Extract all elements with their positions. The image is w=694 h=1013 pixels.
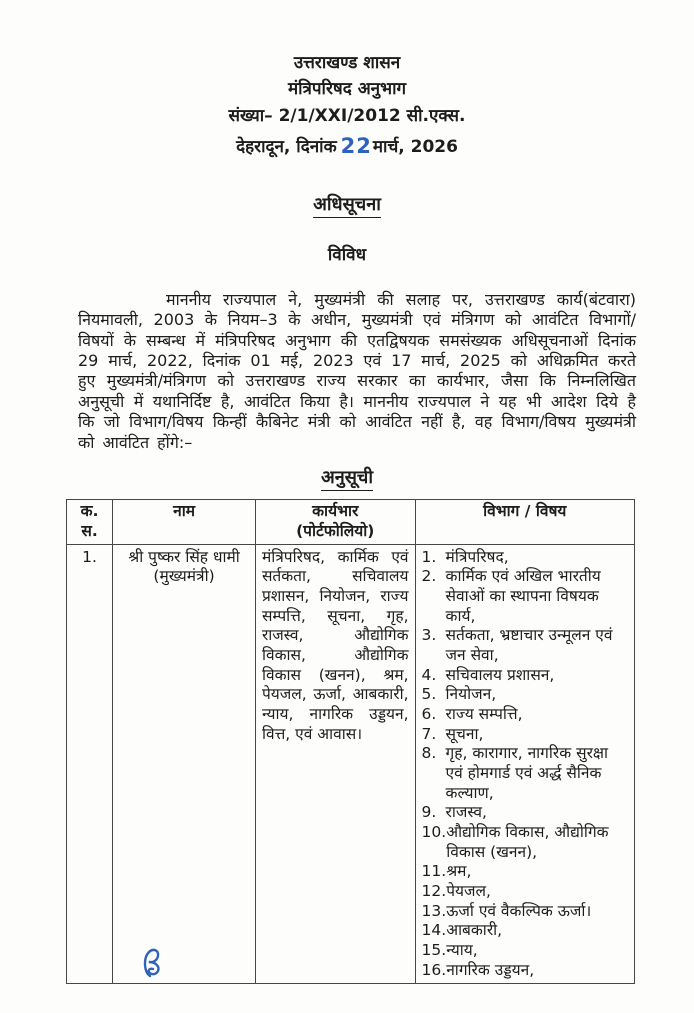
department-item: [422, 941, 628, 961]
department-item: [422, 961, 628, 981]
department-number: 10.: [421, 823, 447, 842]
department-number: 4.: [421, 665, 437, 684]
letterhead: [0, 0, 694, 162]
handwritten-initial-icon: [136, 942, 170, 992]
schedule-title-wrap: [0, 465, 694, 491]
department-number: 1.: [421, 547, 437, 566]
department-text: नागरिक उड्डयन,: [446, 960, 535, 979]
department-number: 2.: [421, 567, 437, 586]
department-item: [422, 548, 628, 568]
date-place-prefix: देहरादून, दिनांक: [236, 137, 337, 158]
department-item: [422, 803, 628, 823]
department-item: [422, 626, 628, 665]
department-text: औद्योगिक विकास, औद्योगिक विकास (खनन),: [446, 823, 609, 861]
reference-number: संख्या– 2/1/XXI/2012 सी.एक्स.: [228, 105, 466, 126]
cell-name: [113, 544, 256, 984]
department-text: ऊर्जा एवं वैकल्पिक ऊर्जा।: [446, 901, 592, 920]
header-serial-line2: स.: [81, 522, 98, 540]
schedule-table: [66, 499, 635, 984]
section-name: मंत्रिपरिषद अनुभाग: [287, 79, 407, 100]
department-item: [422, 823, 628, 862]
department-text: सूचना,: [445, 724, 484, 743]
department-text: आबकारी,: [446, 921, 503, 940]
department-item: [422, 882, 628, 902]
body-paragraph: [78, 290, 636, 454]
cell-departments: [415, 544, 634, 984]
department-item: [422, 902, 628, 922]
department-item: [422, 921, 628, 941]
date-suffix: मार्च, 2026: [372, 137, 458, 158]
header-serial-line1: क.: [80, 502, 99, 521]
department-text: कार्मिक एवं अखिल भारतीय सेवाओं का स्थापना विषयक कार्य,: [445, 567, 601, 625]
department-number: 14.: [421, 921, 447, 940]
department-number: 15.: [421, 941, 447, 960]
header-portfolio-line1: कार्यभार: [312, 502, 359, 521]
department-text: श्रम,: [446, 862, 472, 881]
department-text: सर्तकता, भ्रष्टाचार उन्मूलन एवं जन सेवा,: [445, 626, 613, 665]
department-text: सचिवालय प्रशासन,: [445, 665, 555, 684]
header-portfolio: [255, 500, 415, 544]
handwritten-day: 22: [340, 134, 372, 159]
header-serial: [67, 500, 113, 544]
department-number: 7.: [421, 724, 437, 743]
notification-subtitle: विविध: [327, 244, 367, 265]
cell-serial: 1.: [67, 544, 113, 984]
department-number: 11.: [421, 862, 447, 881]
notification-title: अधिसूचना: [313, 192, 381, 218]
header-name: नाम: [113, 500, 256, 544]
department-number: 16.: [421, 960, 447, 979]
government-name: उत्तराखण्ड शासन: [293, 53, 401, 73]
department-item: [422, 705, 628, 725]
department-number: 3.: [421, 626, 437, 645]
notification-title-wrap: [0, 192, 694, 218]
department-text: गृह, कारागार, नागरिक सुरक्षा एवं होमगार्ड एवं अर्द्ध सैनिक कल्याण,: [445, 744, 609, 802]
department-number: 6.: [421, 705, 437, 724]
department-number: 8.: [421, 744, 437, 763]
cell-portfolio: मंत्रिपरिषद, कार्मिक एवं सर्तकता, सचिवालय प्रशासन, नियोजन, राज्य सम्पत्ति, सूचना, गृह, राजस्व, औद्योगिक विकास, औद्योगिक विकास (खनन), श्रम, पेयजल, ऊर्जा, आबकारी, न्याय, नागरिक उड्डयन, वित्त, एवं आवास।: [255, 544, 415, 984]
table-header-row: [67, 500, 635, 544]
minister-designation: (मुख्यमंत्री): [153, 567, 215, 586]
minister-name: श्री पुष्कर सिंह धामी: [128, 547, 240, 566]
header-portfolio-line2: (पोर्टफोलियो): [296, 522, 375, 540]
department-text: राज्य सम्पत्ति,: [445, 705, 523, 724]
department-number: 13.: [421, 901, 447, 920]
department-number: 9.: [421, 803, 437, 822]
schedule-title: अनुसूची: [321, 465, 373, 491]
department-text: मंत्रिपरिषद,: [445, 547, 509, 566]
department-item: [422, 666, 628, 686]
department-number: 12.: [421, 882, 447, 901]
header-departments: विभाग / विषय: [415, 500, 634, 544]
department-text: न्याय,: [446, 941, 478, 960]
department-item: [422, 685, 628, 705]
department-text: पेयजल,: [446, 882, 491, 901]
department-item: [422, 862, 628, 882]
department-item: [422, 744, 628, 803]
department-number: 5.: [421, 685, 437, 704]
date-line: [0, 129, 694, 162]
body-paragraph-text: माननीय राज्यपाल ने, मुख्यमंत्री की सलाह पर, उत्तराखण्ड कार्य(बंटवारा) नियमावली, 2003 के नियम–3 के अधीन, मुख्यमंत्री एवं मंत्रिगण को आवंटित विभागों/विषयों के सम्बन्ध में मंत्रिपरिषद अनुभाग की एतद्विषयक समसंख्यक अधिसूचनाओं दिनांक 29 मार्च, 2022, दिनांक 01 मई, 2023 एवं 17 मार्च, 2025 को अधिक्रमित करते हुए मुख्यमंत्री/मंत्रिगण को उत्तराखण्ड राज्य सरकार का कार्यभार, जैसा कि निम्नलिखित अनुसूची में यथानिर्दिष्ट है, आवंटित किया है। माननीय राज्यपाल ने यह भी आदेश दिये है कि जो विभाग/विषय किन्हीं कैबिनेट मंत्री को आवंटित नहीं है, वह विभाग/विषय मुख्यमंत्री को आवंटित होंगे:–: [78, 289, 636, 452]
department-text: राजस्व,: [445, 803, 487, 822]
department-text: नियोजन,: [445, 685, 497, 704]
table-row: [67, 544, 635, 984]
department-item: [422, 725, 628, 745]
department-item: [422, 567, 628, 626]
